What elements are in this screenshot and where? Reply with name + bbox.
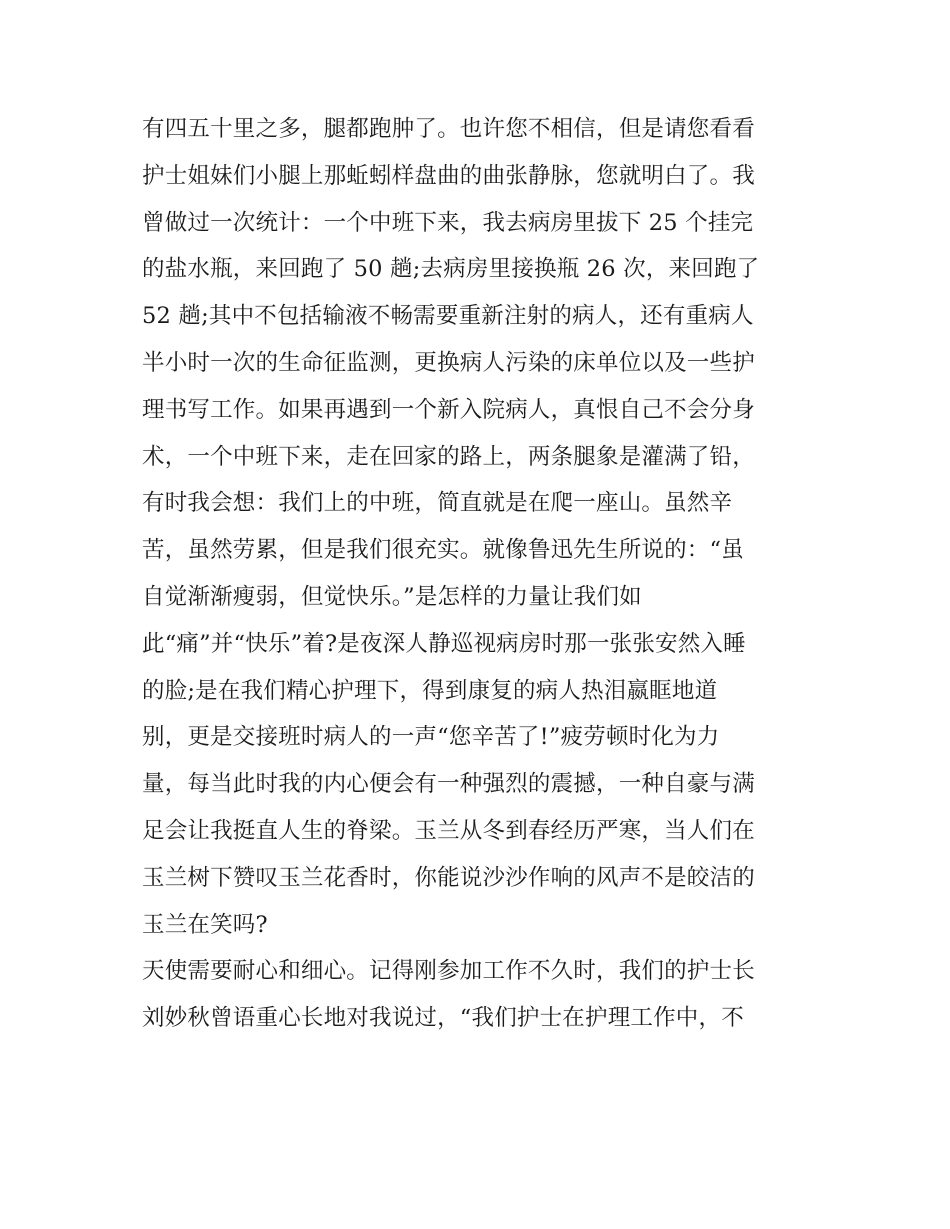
text-line: 自觉渐渐瘦弱，但觉快乐。”是怎样的力量让我们如: [142, 583, 642, 610]
text-line: 曾做过一次统计：一个中班下来，我去病房里拔下 25 个挂完: [142, 209, 754, 236]
text-line: 量，每当此时我的内心便会有一种强烈的震撼，一种自豪与满: [142, 771, 755, 798]
text-line: 术，一个中班下来，走在回家的路上，两条腿象是灌满了铅，: [142, 443, 755, 470]
text-line: 玉兰在笑吗?: [142, 911, 268, 938]
text-line: 天使需要耐心和细心。记得刚参加工作不久时，我们的护士长: [142, 958, 755, 985]
body-text: [142, 106, 822, 1042]
text-line: 别，更是交接班时病人的一声“您辛苦了!”疲劳顿时化为力: [142, 724, 720, 751]
text-line: 足会让我挺直人生的脊梁。玉兰从冬到春经历严寒，当人们在: [142, 817, 755, 844]
text-line: 护士姐妹们小腿上那蚯蚓样盘曲的曲张静脉，您就明白了。我: [142, 162, 755, 189]
text-line: 理书写工作。如果再遇到一个新入院病人，真恨自己不会分身: [142, 396, 755, 423]
text-line: 苦，虽然劳累，但是我们很充实。就像鲁迅先生所说的：“虽: [142, 537, 744, 564]
text-line: 有四五十里之多，腿都跑肿了。也许您不相信，但是请您看看: [142, 116, 755, 142]
text-line: 有时我会想：我们上的中班，简直就是在爬一座山。虽然辛: [142, 490, 733, 517]
text-line: 的盐水瓶，来回跑了 50 趟;去病房里接换瓶 26 次，来回跑了: [142, 256, 760, 283]
text-line: 玉兰树下赞叹玉兰花香时，你能说沙沙作响的风声不是皎洁的: [142, 864, 755, 891]
text-line: 此“痛”并“快乐”着?是夜深人静巡视病房时那一张张安然入睡: [142, 630, 746, 657]
text-line: 的脸;是在我们精心护理下，得到康复的病人热泪嬴眶地道: [142, 677, 718, 704]
text-line: 52 趟;其中不包括输液不畅需要重新注射的病人，还有重病人: [142, 303, 754, 330]
text-line: 半小时一次的生命征监测，更换病人污染的床单位以及一些护: [142, 349, 755, 376]
text-line: 刘妙秋曾语重心长地对我说过，“我们护士在护理工作中，不: [142, 1005, 744, 1032]
